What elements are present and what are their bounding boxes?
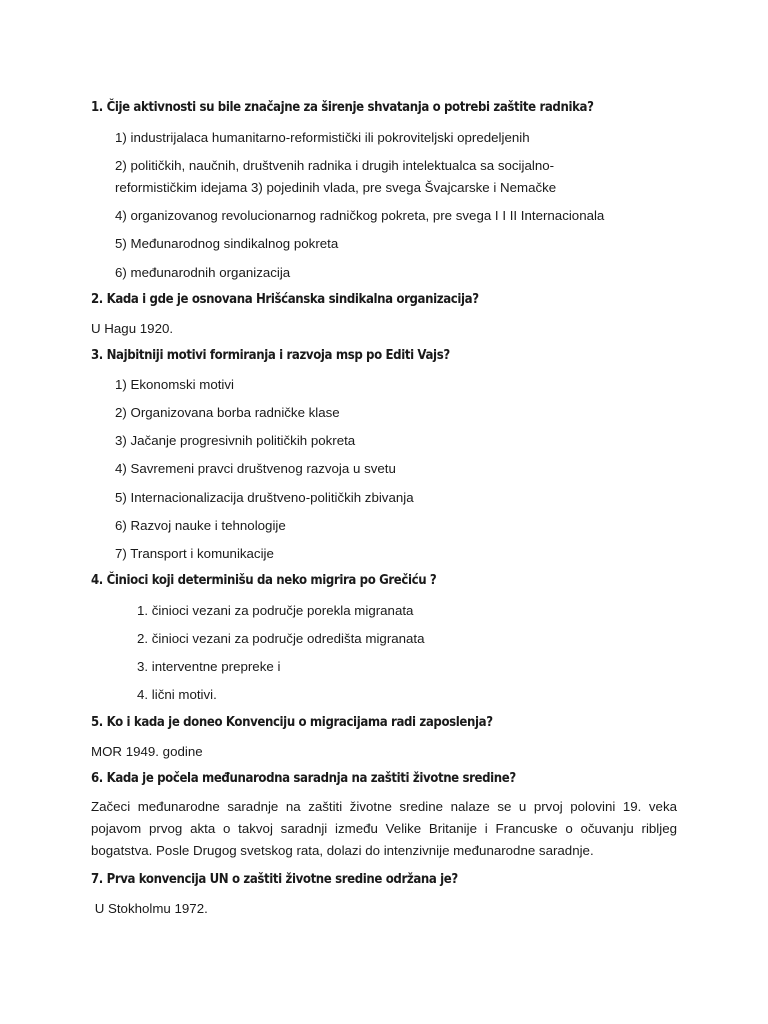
question-6-answer-line-2: pojavom prvog akta o takvoj saradnji između Velike Britanije i Francuske o očuvanju ribljeg bbox=[91, 821, 677, 836]
question-6-answer-line-3: bogatstva. Posle Drugog svetskog rata, dolazi do intenzivnije međunarodne saradnje. bbox=[91, 843, 594, 858]
question-3-item-2: 2) Organizovana borba radničke klase bbox=[115, 405, 340, 420]
question-3-item-5: 5) Internacionalizacija društveno-političkih zbivanja bbox=[115, 490, 414, 505]
question-5-heading: 5. Ko i kada je doneo Konvenciju o migracijama radi zaposlenja? bbox=[91, 715, 493, 730]
question-2-heading: 2. Kada i gde je osnovana Hrišćanska sindikalna organizacija? bbox=[91, 292, 479, 307]
question-4-heading: 4. Činioci koji determinišu da neko migrira po Grečiću ? bbox=[91, 573, 437, 588]
question-3-heading: 3. Najbitniji motivi formiranja i razvoja msp po Editi Vajs? bbox=[91, 348, 450, 363]
question-1-item-4: 4) organizovanog revolucionarnog radničkog pokreta, pre svega I I II Internacionala bbox=[115, 208, 605, 223]
question-1-item-6: 6) međunarodnih organizacija bbox=[115, 265, 291, 280]
question-7-answer: U Stokholmu 1972. bbox=[91, 901, 208, 916]
question-1-heading: 1. Čije aktivnosti su bile značajne za širenje shvatanja o potrebi zaštite radnika? bbox=[91, 100, 594, 115]
question-6-answer-paragraph bbox=[91, 796, 677, 862]
question-3-item-3: 3) Jačanje progresivnih političkih pokreta bbox=[115, 433, 356, 448]
question-2-answer: U Hagu 1920. bbox=[91, 321, 174, 336]
question-5-answer: MOR 1949. godine bbox=[91, 744, 203, 759]
question-4-item-3: 3. interventne prepreke i bbox=[137, 659, 281, 674]
question-4-item-2: 2. činioci vezani za područje odredišta migranata bbox=[137, 631, 425, 646]
question-3-item-4: 4) Savremeni pravci društvenog razvoja u svetu bbox=[115, 461, 396, 476]
question-4-item-4: 4. lični motivi. bbox=[137, 687, 217, 702]
question-1-item-5: 5) Međunarodnog sindikalnog pokreta bbox=[115, 236, 339, 251]
question-4-item-1: 1. činioci vezani za područje porekla migranata bbox=[137, 603, 414, 618]
question-1-item-1: 1) industrijalaca humanitarno-reformistički ili pokroviteljski opredeljenih bbox=[115, 130, 530, 145]
question-3-item-1: 1) Ekonomski motivi bbox=[115, 377, 234, 392]
question-3-item-7: 7) Transport i komunikacije bbox=[115, 546, 274, 561]
question-7-heading: 7. Prva konvencija UN o zaštiti životne sredine održana je? bbox=[91, 872, 458, 887]
question-6-answer-line-1: Začeci međunarodne saradnje na zaštiti životne sredine nalaze se u prvoj polovini 19. veka bbox=[91, 799, 677, 814]
question-1-item-2: 2) političkih, naučnih, društvenih radnika i drugih intelektualca sa socijalno- bbox=[115, 158, 555, 173]
question-3-item-6: 6) Razvoj nauke i tehnologije bbox=[115, 518, 286, 533]
question-6-heading: 6. Kada je počela međunarodna saradnja na zaštiti životne sredine? bbox=[91, 771, 516, 786]
question-1-item-2-continued: reformističkim idejama 3) pojedinih vlada, pre svega Švajcarske i Nemačke bbox=[115, 180, 557, 195]
